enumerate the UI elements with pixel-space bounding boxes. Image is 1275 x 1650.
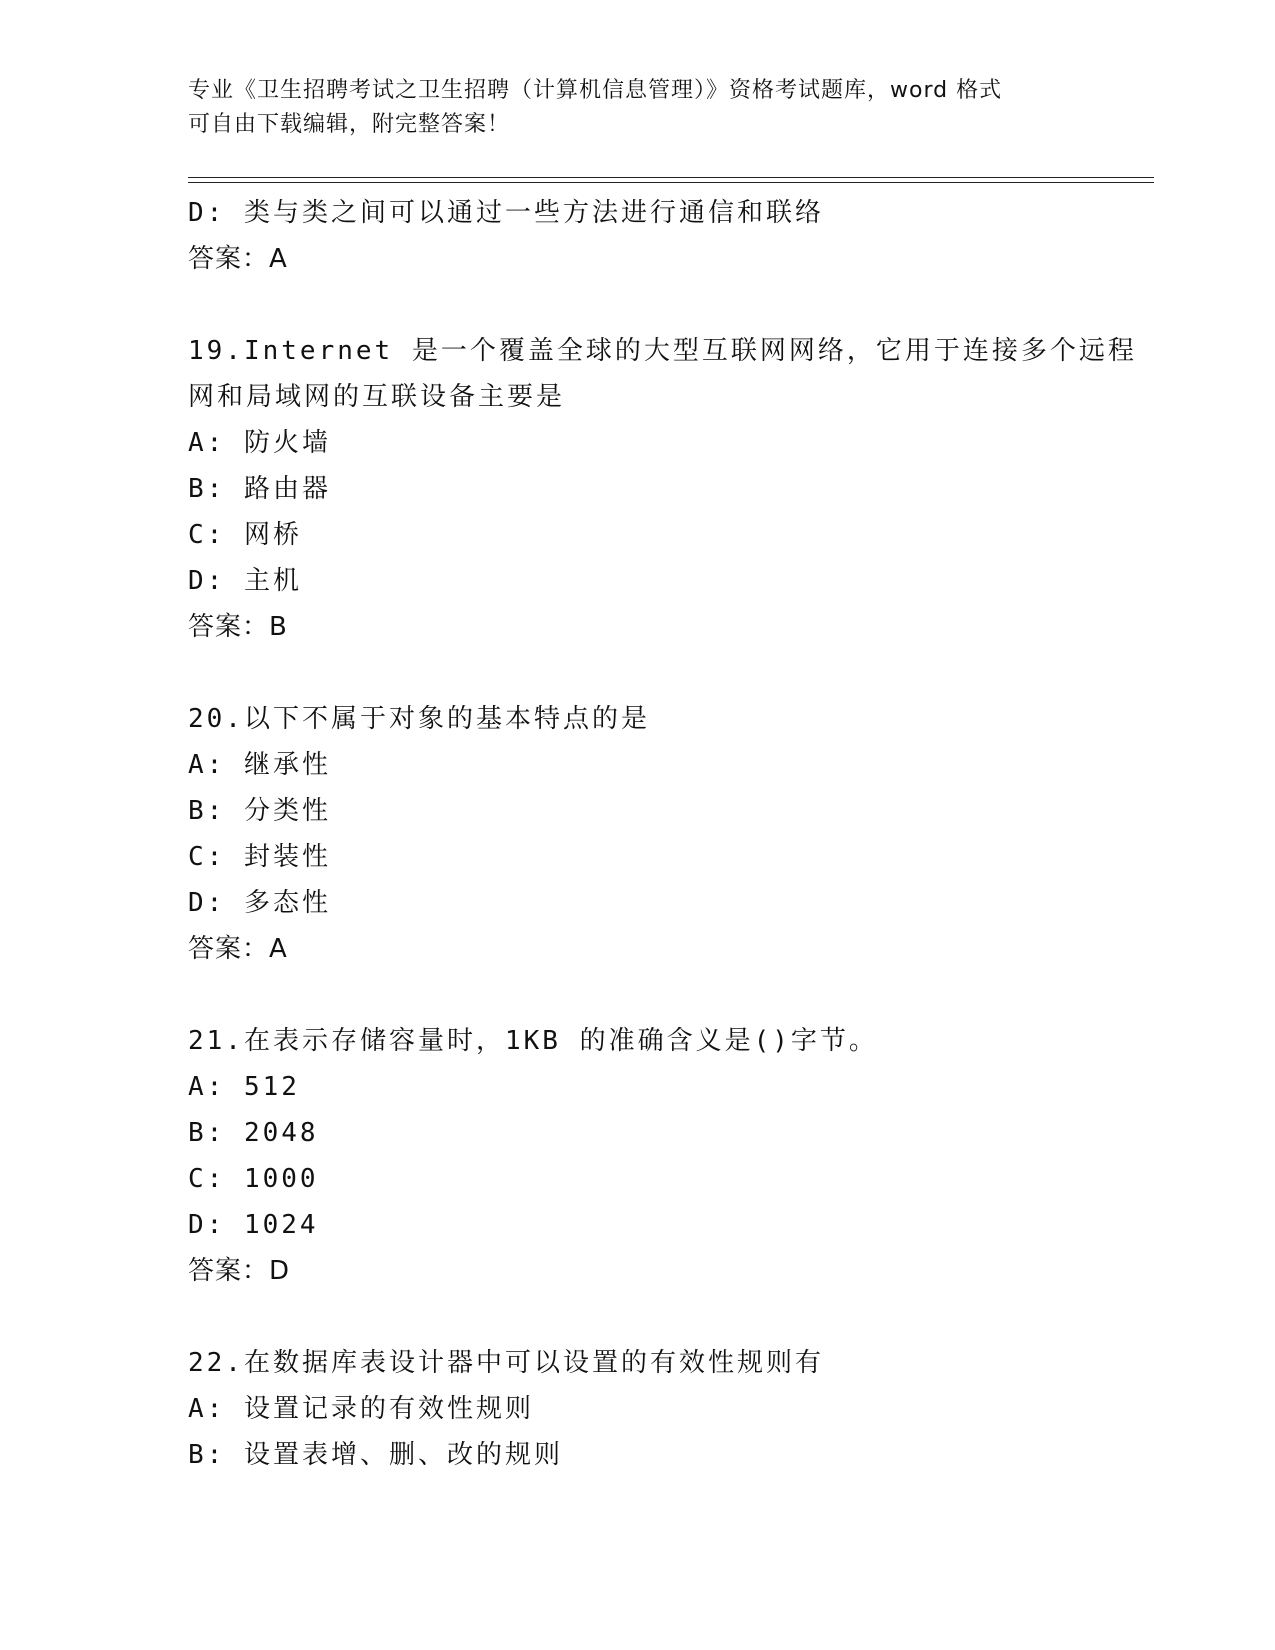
spacer xyxy=(188,1294,1148,1340)
option-c: C: 封装性 xyxy=(188,842,331,872)
header-rule-top xyxy=(188,177,1154,178)
option-c: C: 网桥 xyxy=(188,520,302,550)
option-b: B: 路由器 xyxy=(188,474,331,504)
question-22 xyxy=(188,1340,1148,1478)
option-c: C: 1000 xyxy=(188,1164,319,1194)
question-19 xyxy=(188,328,1148,650)
option-a: A: 设置记录的有效性规则 xyxy=(188,1394,534,1424)
answer: 答案：B xyxy=(188,612,288,642)
option-b: B: 分类性 xyxy=(188,796,331,826)
prev-answer: 答案：A xyxy=(188,244,288,274)
option-d: D: 1024 xyxy=(188,1210,319,1240)
question-21 xyxy=(188,1018,1148,1294)
option-a: A: 防火墙 xyxy=(188,428,331,458)
answer: 答案：D xyxy=(188,1256,291,1286)
spacer xyxy=(188,282,1148,328)
header-line-2: 可自由下载编辑，附完整答案！ xyxy=(188,112,511,137)
spacer xyxy=(188,972,1148,1018)
question-stem: 20.以下不属于对象的基本特点的是 xyxy=(188,704,650,734)
option-d: D: 多态性 xyxy=(188,888,331,918)
prev-option-d: D: 类与类之间可以通过一些方法进行通信和联络 xyxy=(188,198,824,228)
question-content xyxy=(188,190,1148,1478)
answer: 答案：A xyxy=(188,934,288,964)
option-b: B: 2048 xyxy=(188,1118,319,1148)
question-stem: 19.Internet 是一个覆盖全球的大型互联网网络，它用于连接多个远程 xyxy=(188,336,1137,366)
spacer xyxy=(188,650,1148,696)
question-stem: 21.在表示存储容量时，1KB 的准确含义是()字节。 xyxy=(188,1026,878,1056)
question-20 xyxy=(188,696,1148,972)
option-a: A: 继承性 xyxy=(188,750,331,780)
option-a: A: 512 xyxy=(188,1072,300,1102)
document-header xyxy=(188,74,1088,142)
question-stem-continued: 网和局域网的互联设备主要是 xyxy=(188,382,566,412)
option-d: D: 主机 xyxy=(188,566,302,596)
header-line-1: 专业《卫生招聘考试之卫生招聘（计算机信息管理）》资格考试题库，word 格式 xyxy=(188,78,1003,103)
header-rule-bottom xyxy=(188,182,1154,183)
option-b: B: 设置表增、删、改的规则 xyxy=(188,1440,563,1470)
question-stem: 22.在数据库表设计器中可以设置的有效性规则有 xyxy=(188,1348,824,1378)
